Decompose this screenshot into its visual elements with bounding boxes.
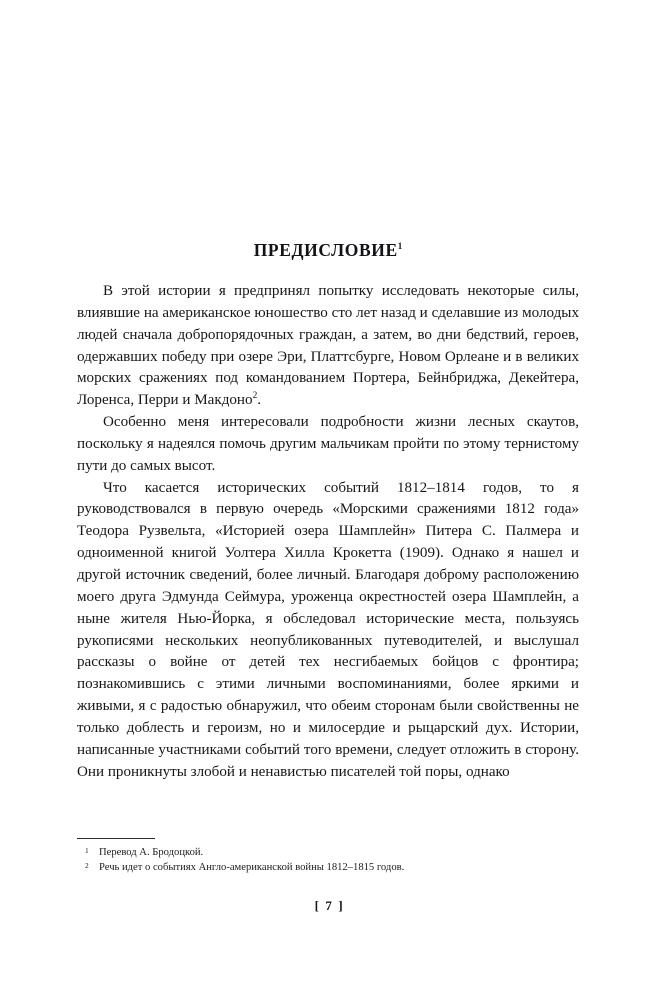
body-paragraph: Что касается исторических событий 1812–1814 годов, то я руководствовался в первую очередь «Морскими сражениями 1812 года» Теодора Рузвельта, «Историей озера Шамплейн» Питера С. Палмера и одноименной книгой Уолтера Хилла Крокетта (1909). Однако я нашел и другой источник сведений, более личный. Благодаря доброму расположению моего друга Эдмунда Сеймура, уроженца окрестностей озера Шамплейн, а ныне жителя Нью-Йорка, я обследовал исторические места, пользуясь рукописями нескольких неопубликованных путеводителей, и выслушал рассказы о войне от детей тех несгибаемых бойцов с фронтира; познакомившись с этими личными воспоминаниями, более яркими и живыми, я с радостью обнаружил, что обеим сторонам были свойственны не только доблесть и героизм, но и милосердие и рыцарский дух. Истории, написанные участниками событий того времени, следует отложить в сторону. Они проникнуты злобой и ненавистью писателей той поры, однако [77, 479, 579, 780]
body-footnote-marker: 2 [252, 391, 258, 402]
body-paragraph: Особенно меня интересовали подробности жизни лесных скаутов, поскольку я надеялся помочь другим мальчикам пройти по этому тернистому пути до самых высот. [77, 414, 579, 474]
body-paragraph-text: В этой истории я предпринял попытку исследовать некоторые силы, влиявшие на американское юношество сто лет назад и сделавшие из молодых людей сначала добропорядочных граждан, а затем, во дни бедствий, героев, одержавших победу при озере Эри, Платтсбурге, Новом Орлеане и в великих морских сражениях под командованием Портера, Бейнбриджа, Декейтера, Лоренса, Перри и Макдоно [77, 283, 579, 409]
footnote-text: Речь идет о событиях Англо-американской войны 1812–1815 годов. [99, 861, 405, 873]
footnote-separator-rule [77, 838, 155, 839]
chapter-title-text: ПРЕДИСЛОВИЕ [253, 240, 398, 260]
chapter-title-footnote-marker: 1 [397, 241, 403, 252]
footnote-item [77, 846, 579, 861]
page-number: [ 7 ] [314, 898, 345, 913]
text-block [77, 240, 579, 783]
page-title [77, 240, 579, 261]
footnote-item [77, 861, 579, 876]
body-paragraph [77, 281, 579, 412]
footnote-marker: 2 [85, 860, 89, 870]
footnote-section [77, 838, 579, 875]
footnote-marker: 1 [85, 846, 89, 855]
footnote-text: Перевод А. Бродоцкой. [99, 847, 204, 858]
body-paragraph-tail: . [257, 392, 262, 409]
